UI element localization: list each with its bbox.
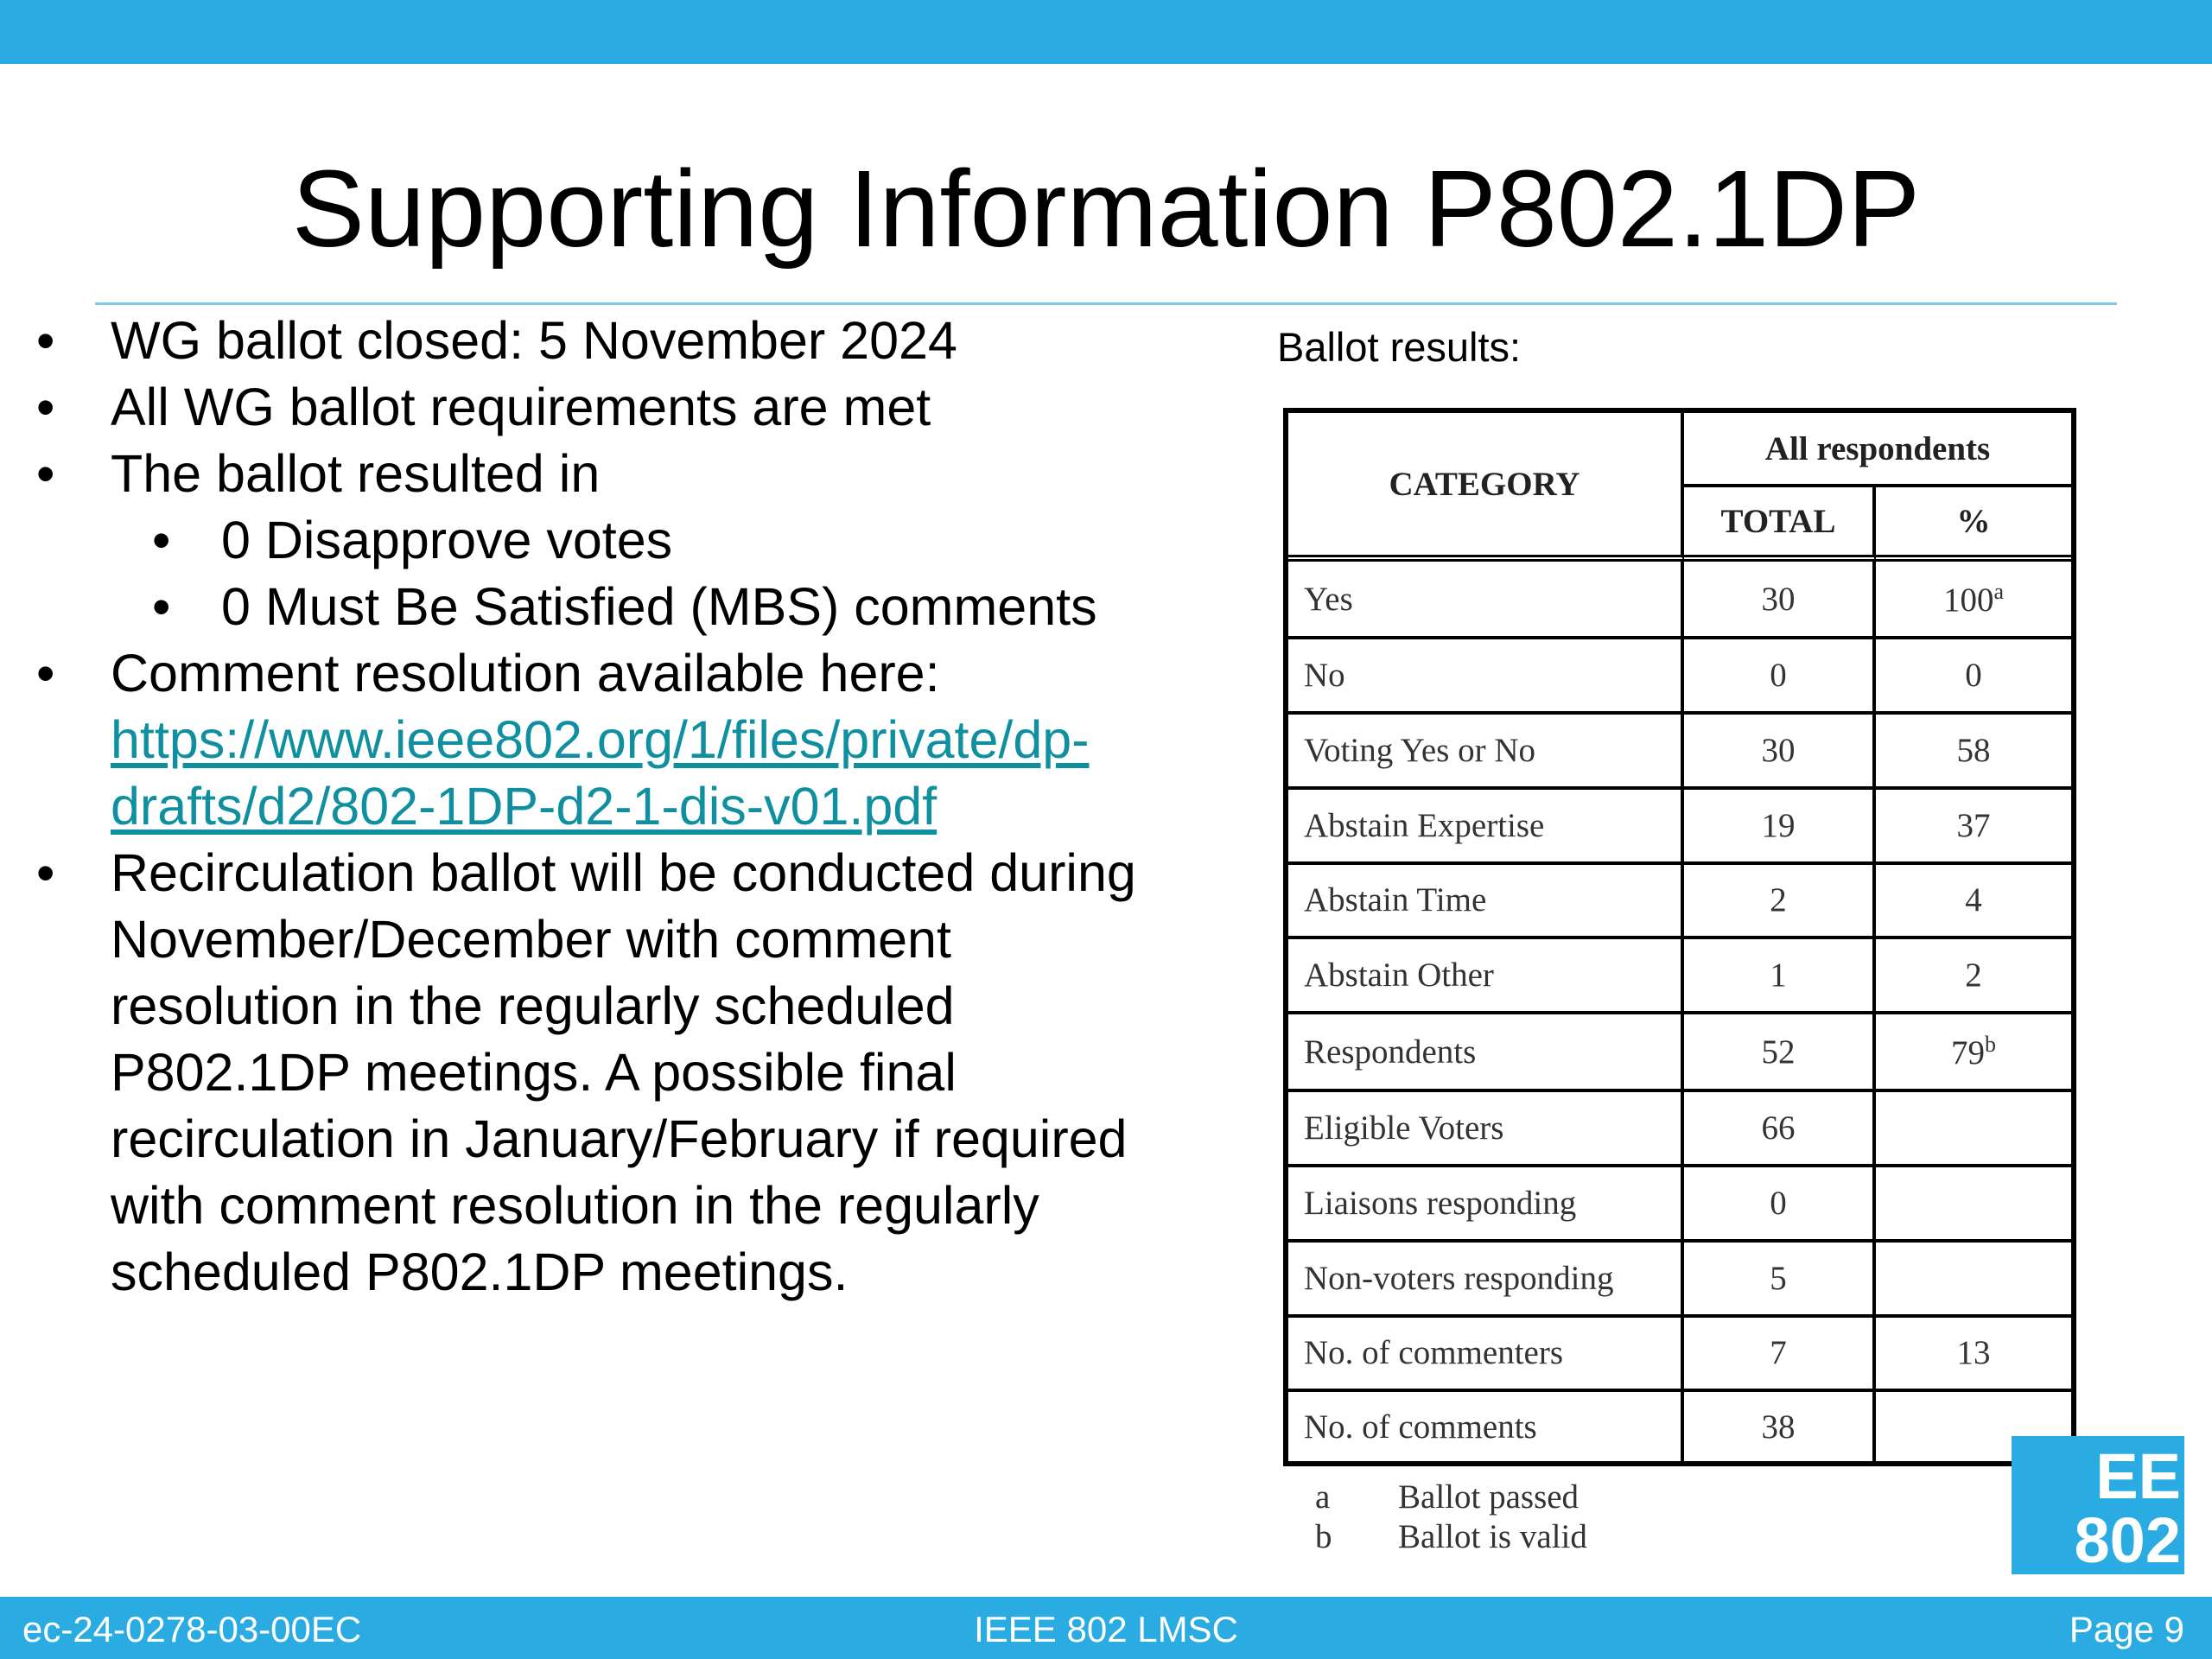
percent-value: 13 [1956, 1334, 1991, 1372]
row-percent [1876, 562, 2071, 639]
category-header: CATEGORY [1288, 413, 1684, 562]
title-divider [95, 302, 2117, 305]
row-total: 0 [1684, 1167, 1876, 1243]
footer-bar [0, 1597, 2212, 1659]
bullet-dot: • [152, 511, 171, 569]
row-label: Abstain Expertise [1288, 790, 1684, 865]
row-percent [1876, 1318, 2071, 1393]
row-label: Liaisons responding [1288, 1167, 1684, 1243]
bullet-item [0, 441, 1227, 507]
bullet-text: All WG ballot requirements are met [111, 378, 931, 436]
percent-value: 58 [1956, 731, 1991, 769]
total-header: TOTAL [1684, 487, 1876, 562]
bullet-item [0, 308, 1227, 374]
bullet-item [0, 640, 1227, 840]
sub-bullet-item [0, 574, 1227, 640]
footnote [1315, 1517, 1587, 1557]
footnote-text: Ballot is valid [1398, 1518, 1587, 1555]
row-label: Voting Yes or No [1288, 715, 1684, 790]
bullet-text: 0 Disapprove votes [221, 511, 673, 569]
table-row [1288, 939, 2071, 1014]
bullet-dot: • [36, 378, 55, 436]
footnote-marker: b [1985, 1031, 1996, 1057]
table-row [1288, 1092, 2071, 1167]
row-total: 66 [1684, 1092, 1876, 1167]
row-percent [1876, 1092, 2071, 1167]
percent-value: 4 [1965, 881, 1982, 919]
table-row [1288, 1318, 2071, 1393]
row-total: 19 [1684, 790, 1876, 865]
row-total: 38 [1684, 1392, 1876, 1461]
footnote [1315, 1478, 1587, 1517]
ballot-results-label: Ballot results: [1277, 324, 1522, 370]
row-total: 52 [1684, 1014, 1876, 1092]
bullet-dot: • [36, 311, 55, 370]
bullet-list [0, 308, 1227, 1306]
row-total: 7 [1684, 1318, 1876, 1393]
document-number: ec-24-0278-03-00EC [22, 1609, 362, 1649]
footnote-key: b [1315, 1518, 1332, 1555]
table-row [1288, 865, 2071, 940]
percent-value: 79 [1951, 1033, 1985, 1071]
ballot-results-table [1283, 408, 2076, 1466]
recirculation-line: Recirculation ballot will be conducted during [111, 843, 1136, 902]
recirculation-text [111, 840, 1227, 1306]
row-label: Abstain Time [1288, 865, 1684, 940]
footnote-marker: a [1993, 578, 2005, 604]
comment-resolution-link[interactable]: https://www.ieee802.org/1/files/private/dp- [111, 710, 1090, 769]
percent-value: 37 [1956, 806, 1991, 844]
all-respondents-header: All respondents [1684, 413, 2071, 487]
ieee802-logo [2012, 1436, 2184, 1574]
row-total: 0 [1684, 639, 1876, 715]
slide-title: Supporting Information P802.1DP [291, 148, 1921, 270]
percent-value: 0 [1965, 657, 1982, 695]
sub-bullet-item [0, 507, 1227, 574]
row-total: 30 [1684, 715, 1876, 790]
table-row [1288, 1243, 2071, 1318]
footnote-text: Ballot passed [1398, 1478, 1580, 1516]
row-label: Yes [1288, 562, 1684, 639]
row-label: No. of comments [1288, 1392, 1684, 1461]
recirculation-line: November/December with comment [111, 910, 951, 969]
table-footnotes [1315, 1478, 1587, 1557]
row-label: Non-voters responding [1288, 1243, 1684, 1318]
row-total: 30 [1684, 562, 1876, 639]
row-percent [1876, 939, 2071, 1014]
row-percent [1876, 1014, 2071, 1092]
row-total: 2 [1684, 865, 1876, 940]
recirculation-line: resolution in the regularly scheduled [111, 976, 955, 1035]
table-row [1288, 1167, 2071, 1243]
table-row [1288, 715, 2071, 790]
bullet-text: The ballot resulted in [111, 444, 601, 503]
logo-text-line1: EE [2095, 1440, 2181, 1512]
row-label: No [1288, 639, 1684, 715]
bullet-dot: • [36, 843, 55, 902]
bullet-text: Comment resolution available here: [111, 644, 940, 702]
bullet-item [0, 374, 1227, 441]
table-row [1288, 562, 2071, 639]
row-percent [1876, 790, 2071, 865]
footnote-key: a [1315, 1478, 1331, 1516]
table-row [1288, 639, 2071, 715]
row-percent [1876, 1243, 2071, 1318]
bullet-text: 0 Must Be Satisfied (MBS) comments [221, 577, 1097, 636]
row-label: Abstain Other [1288, 939, 1684, 1014]
table-row [1288, 1014, 2071, 1092]
row-total: 1 [1684, 939, 1876, 1014]
table-row [1288, 1392, 2071, 1461]
row-percent [1876, 639, 2071, 715]
bullet-item [0, 840, 1227, 1306]
bullet-dot: • [36, 644, 55, 702]
percent-value: 2 [1965, 957, 1982, 995]
percent-value: 100 [1942, 581, 1994, 619]
bullet-dot: • [36, 444, 55, 503]
footer-organization: IEEE 802 LMSC [974, 1609, 1238, 1649]
logo-text-line2: 802 [2074, 1504, 2181, 1574]
row-label: Eligible Voters [1288, 1092, 1684, 1167]
recirculation-line: with comment resolution in the regularly [111, 1176, 1039, 1235]
row-percent [1876, 865, 2071, 940]
bullet-dot: • [152, 577, 171, 636]
row-label: Respondents [1288, 1014, 1684, 1092]
recirculation-line: P802.1DP meetings. A possible final [111, 1043, 957, 1102]
table-row [1288, 790, 2071, 865]
comment-resolution-link-cont[interactable]: drafts/d2/802-1DP-d2-1-dis-v01.pdf [111, 777, 938, 836]
row-percent [1876, 715, 2071, 790]
recirculation-line: recirculation in January/February if required [111, 1109, 1128, 1168]
row-label: No. of commenters [1288, 1318, 1684, 1393]
percent-header: % [1876, 487, 2071, 562]
page-number: Page 9 [2069, 1609, 2184, 1649]
recirculation-line: scheduled P802.1DP meetings. [111, 1243, 849, 1301]
row-total: 5 [1684, 1243, 1876, 1318]
top-banner [0, 0, 2212, 64]
row-percent [1876, 1167, 2071, 1243]
bullet-text: WG ballot closed: 5 November 2024 [111, 311, 957, 370]
